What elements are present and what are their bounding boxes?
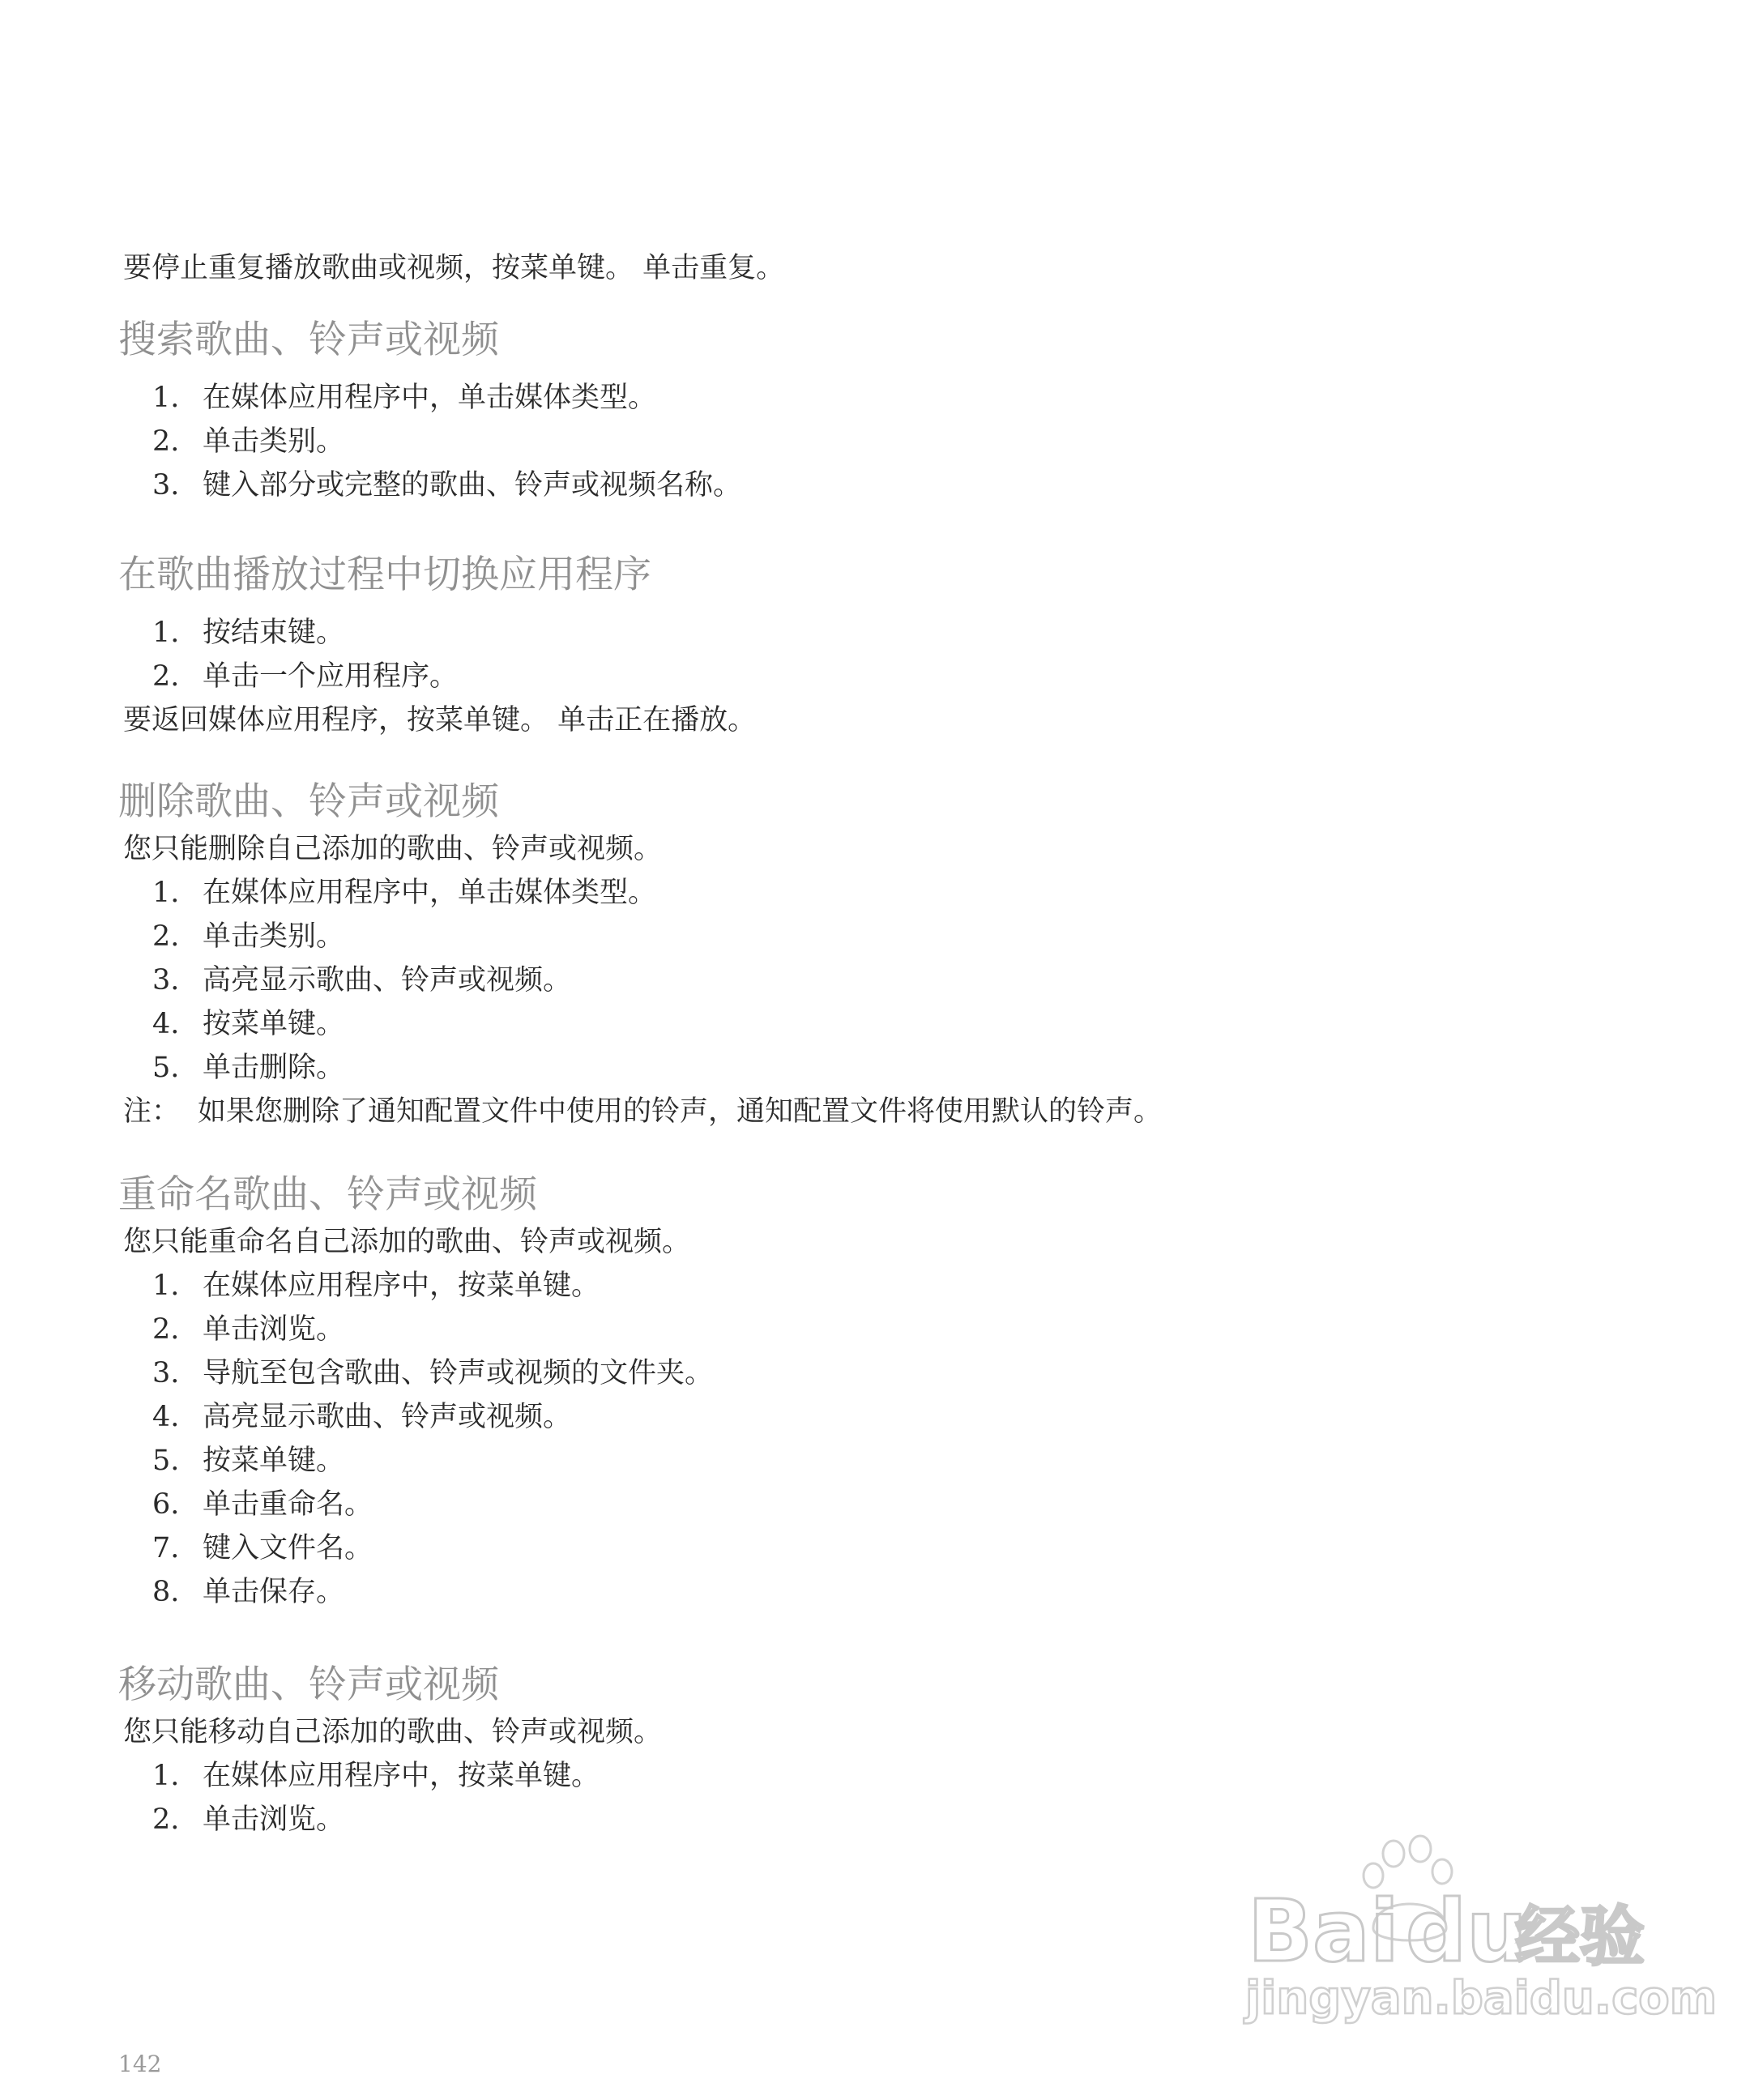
step-item xyxy=(152,1441,344,1481)
step-text: 高亮显示歌曲、铃声或视频。 xyxy=(203,964,572,997)
step-item xyxy=(152,465,741,506)
step-number: 1. xyxy=(152,382,180,414)
step-item xyxy=(152,1048,344,1088)
step-text: 在媒体应用程序中，单击媒体类型。 xyxy=(203,877,657,909)
step-number: 5. xyxy=(152,1052,180,1084)
step-item xyxy=(152,612,344,653)
note-label: 注： xyxy=(123,1095,181,1128)
step-text: 单击类别。 xyxy=(203,920,345,953)
step-number: 4. xyxy=(152,1401,180,1433)
step-number: 1. xyxy=(152,1270,180,1302)
step-number: 2. xyxy=(152,425,180,458)
step-item xyxy=(152,1004,344,1044)
step-number: 2. xyxy=(152,1803,180,1836)
baidu-jingyan-watermark-logo xyxy=(1244,1839,1718,2025)
step-item xyxy=(152,1484,373,1525)
step-item xyxy=(152,656,458,697)
paragraph: 要停止重复播放歌曲或视频，按菜单键。 单击重复。 xyxy=(123,252,785,284)
step-text: 按菜单键。 xyxy=(203,1008,345,1040)
step-item xyxy=(152,378,656,418)
step-item xyxy=(152,1397,571,1437)
step-item xyxy=(152,1266,600,1306)
step-number: 1. xyxy=(152,617,180,649)
step-text: 在媒体应用程序中，按菜单键。 xyxy=(203,1760,600,1792)
paragraph: 您只能重命名自己添加的歌曲、铃声或视频。 xyxy=(123,1226,691,1258)
step-item xyxy=(152,1756,600,1796)
step-number: 3. xyxy=(152,964,180,997)
paragraph: 要返回媒体应用程序，按菜单键。 单击正在播放。 xyxy=(123,704,757,736)
page-number: 142 xyxy=(118,2051,162,2077)
step-number: 1. xyxy=(152,1760,180,1792)
step-text: 高亮显示歌曲、铃声或视频。 xyxy=(203,1401,572,1433)
step-text: 单击删除。 xyxy=(203,1052,345,1084)
note-text: 如果您删除了通知配置文件中使用的铃声，通知配置文件将使用默认的铃声。 xyxy=(198,1095,1163,1128)
section-heading: 移动歌曲、铃声或视频 xyxy=(118,1662,499,1707)
step-item xyxy=(152,421,344,462)
step-text: 键入部分或完整的歌曲、铃声或视频名称。 xyxy=(203,469,742,502)
step-number: 2. xyxy=(152,920,180,953)
section-heading: 重命名歌曲、铃声或视频 xyxy=(118,1172,537,1217)
step-text: 单击保存。 xyxy=(203,1576,345,1608)
step-number: 3. xyxy=(152,469,180,502)
step-text: 按结束键。 xyxy=(203,617,345,649)
paragraph: 您只能移动自己添加的歌曲、铃声或视频。 xyxy=(123,1716,663,1748)
section-heading: 删除歌曲、铃声或视频 xyxy=(118,779,499,824)
step-number: 4. xyxy=(152,1008,180,1040)
step-number: 7. xyxy=(152,1532,180,1564)
step-text: 单击浏览。 xyxy=(203,1803,345,1836)
step-item xyxy=(152,1799,344,1840)
step-number: 8. xyxy=(152,1576,180,1608)
step-number: 6. xyxy=(152,1488,180,1521)
step-item xyxy=(152,960,571,1001)
step-number: 1. xyxy=(152,877,180,909)
step-text: 键入文件名。 xyxy=(203,1532,373,1564)
svg-text:Bai: Bai xyxy=(1248,1882,1399,1981)
step-number: 2. xyxy=(152,660,180,693)
step-text: 单击浏览。 xyxy=(203,1313,345,1346)
svg-text:du: du xyxy=(1406,1882,1527,1981)
step-text: 单击类别。 xyxy=(203,425,345,458)
step-item xyxy=(152,1309,344,1350)
step-item xyxy=(152,1528,373,1569)
step-text: 按菜单键。 xyxy=(203,1445,345,1477)
section-heading: 搜索歌曲、铃声或视频 xyxy=(118,318,499,362)
step-number: 2. xyxy=(152,1313,180,1346)
section-heading: 在歌曲播放过程中切换应用程序 xyxy=(118,553,651,597)
svg-text:jingyan.baidu.com: jingyan.baidu.com xyxy=(1245,1972,1718,2025)
step-item xyxy=(152,916,344,957)
step-text: 单击一个应用程序。 xyxy=(203,660,459,693)
paragraph: 您只能删除自己添加的歌曲、铃声或视频。 xyxy=(123,833,663,865)
step-text: 在媒体应用程序中，按菜单键。 xyxy=(203,1270,600,1302)
svg-text:经验: 经验 xyxy=(1515,1899,1645,1974)
note xyxy=(123,1091,1162,1132)
step-text: 导航至包含歌曲、铃声或视频的文件夹。 xyxy=(203,1357,714,1389)
step-number: 3. xyxy=(152,1357,180,1389)
step-text: 单击重命名。 xyxy=(203,1488,373,1521)
step-item xyxy=(152,873,656,913)
step-text: 在媒体应用程序中，单击媒体类型。 xyxy=(203,382,657,414)
step-item xyxy=(152,1572,344,1612)
step-number: 5. xyxy=(152,1445,180,1477)
step-item xyxy=(152,1353,713,1394)
